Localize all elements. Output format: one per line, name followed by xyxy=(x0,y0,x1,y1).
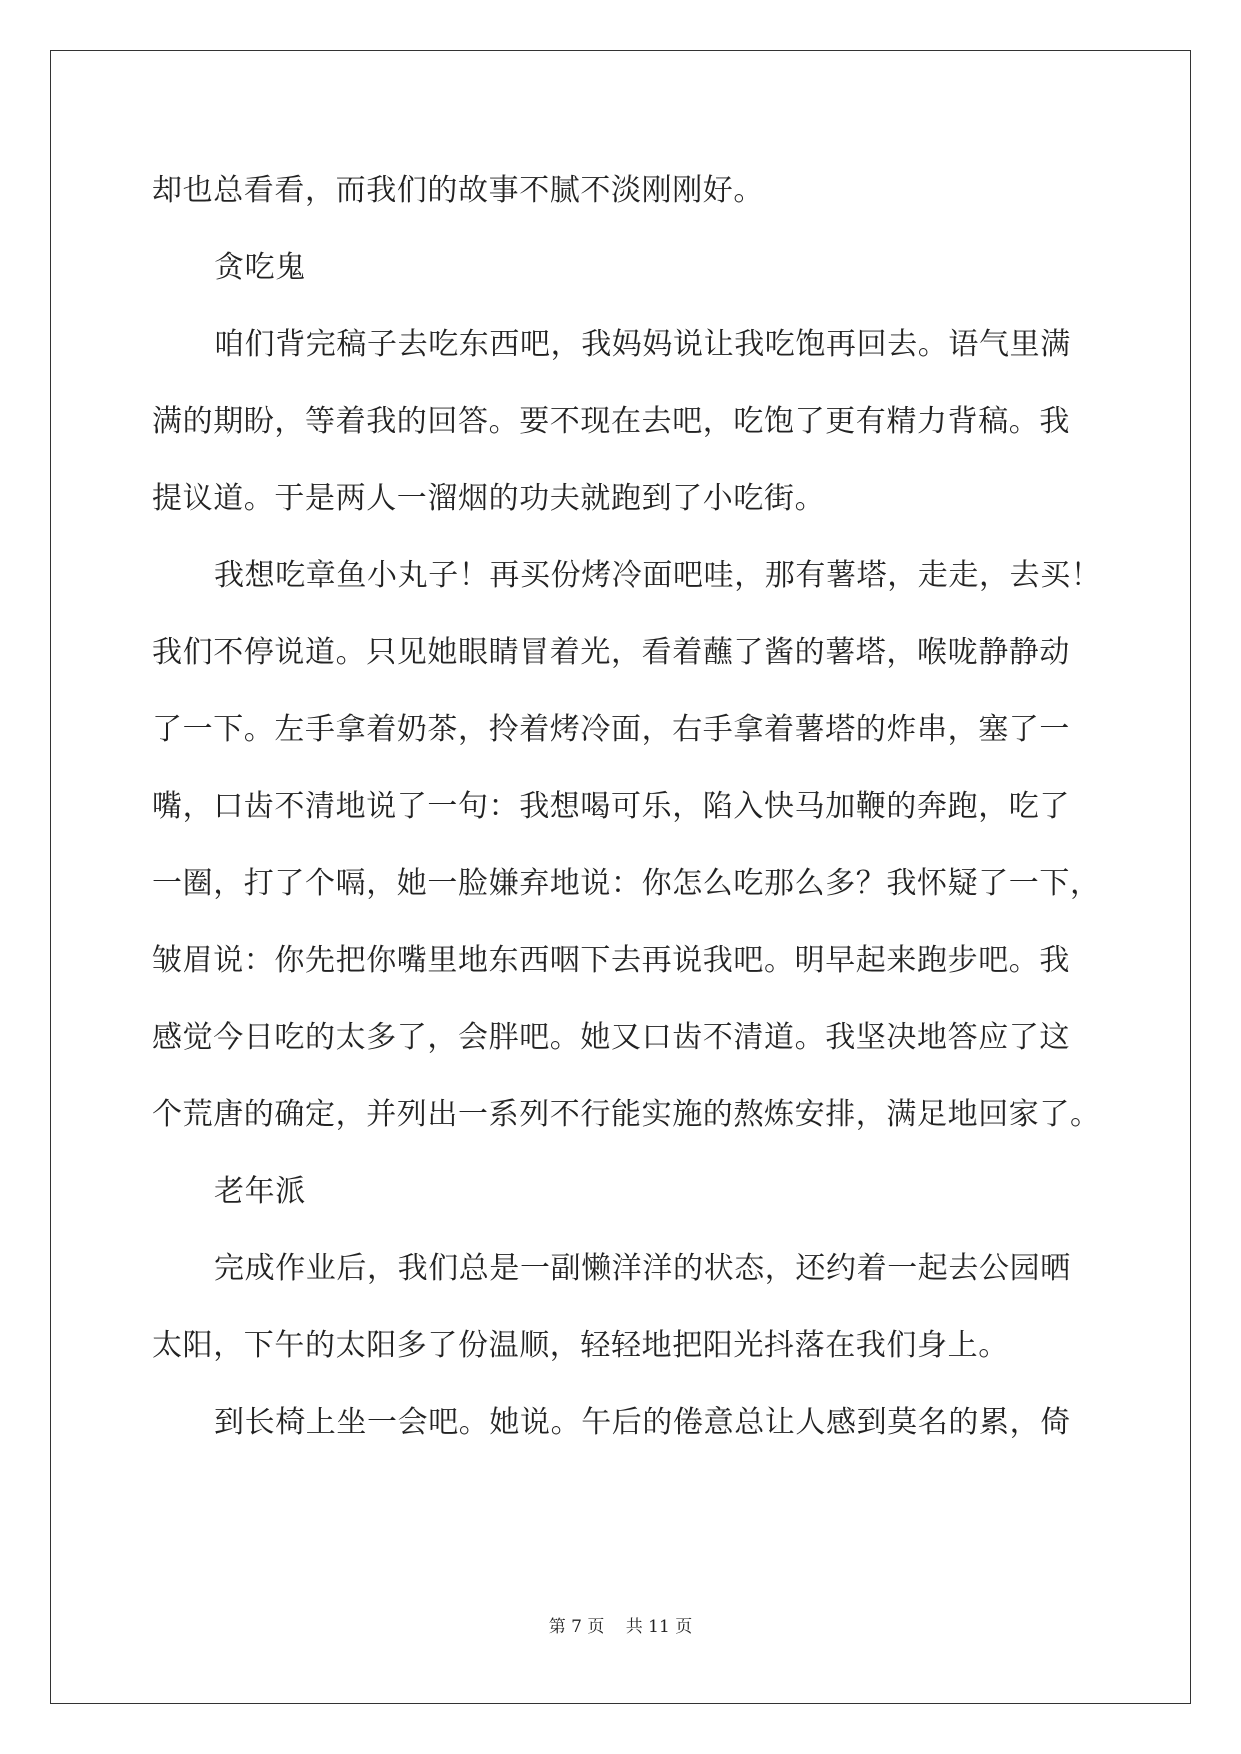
text-line: 我想吃章鱼小丸子！再买份烤冷面吧哇，那有薯塔，走走，去买！ xyxy=(214,558,1102,593)
text-line: 完成作业后，我们总是一副懒洋洋的状态，还约着一起去公园晒 xyxy=(214,1251,1071,1286)
text-line: 老年派 xyxy=(214,1174,306,1209)
text-line: 感觉今日吃的太多了，会胖吧。她又口齿不清道。我坚决地答应了这 xyxy=(152,1020,1070,1055)
text-line: 咱们背完稿子去吃东西吧，我妈妈说让我吃饱再回去。语气里满 xyxy=(214,327,1071,362)
document-body xyxy=(152,161,1102,1470)
text-line: 满的期盼，等着我的回答。要不现在去吧，吃饱了更有精力背稿。我 xyxy=(152,404,1070,439)
text-line: 到长椅上坐一会吧。她说。午后的倦意总让人感到莫名的累，倚 xyxy=(214,1405,1071,1440)
text-line: 了一下。左手拿着奶茶，拎着烤冷面，右手拿着薯塔的炸串，塞了一 xyxy=(152,712,1070,747)
text-line: 提议道。于是两人一溜烟的功夫就跑到了小吃街。 xyxy=(152,481,826,516)
text-line: 皱眉说：你先把你嘴里地东西咽下去再说我吧。明早起来跑步吧。我 xyxy=(152,943,1070,978)
text-line: 太阳，下午的太阳多了份温顺，轻轻地把阳光抖落在我们身上。 xyxy=(152,1328,1009,1363)
page-total: 共 11 页 xyxy=(625,1617,693,1637)
text-line: 贪吃鬼 xyxy=(214,250,306,285)
text-line: 嘴，口齿不清地说了一句：我想喝可乐，陷入快马加鞭的奔跑，吃了 xyxy=(152,789,1070,824)
text-line: 一圈，打了个嗝，她一脸嫌弃地说：你怎么吃那么多？我怀疑了一下， xyxy=(152,866,1101,901)
text-line: 个荒唐的确定，并列出一系列不行能实施的熬炼安排，满足地回家了。 xyxy=(152,1097,1101,1132)
text-line: 我们不停说道。只见她眼睛冒着光，看着蘸了酱的薯塔，喉咙静静动 xyxy=(152,635,1070,670)
page-number: 第 7 页 xyxy=(548,1617,605,1637)
page-footer xyxy=(0,1612,1241,1637)
text-line: 却也总看看，而我们的故事不腻不淡刚刚好。 xyxy=(152,173,764,208)
